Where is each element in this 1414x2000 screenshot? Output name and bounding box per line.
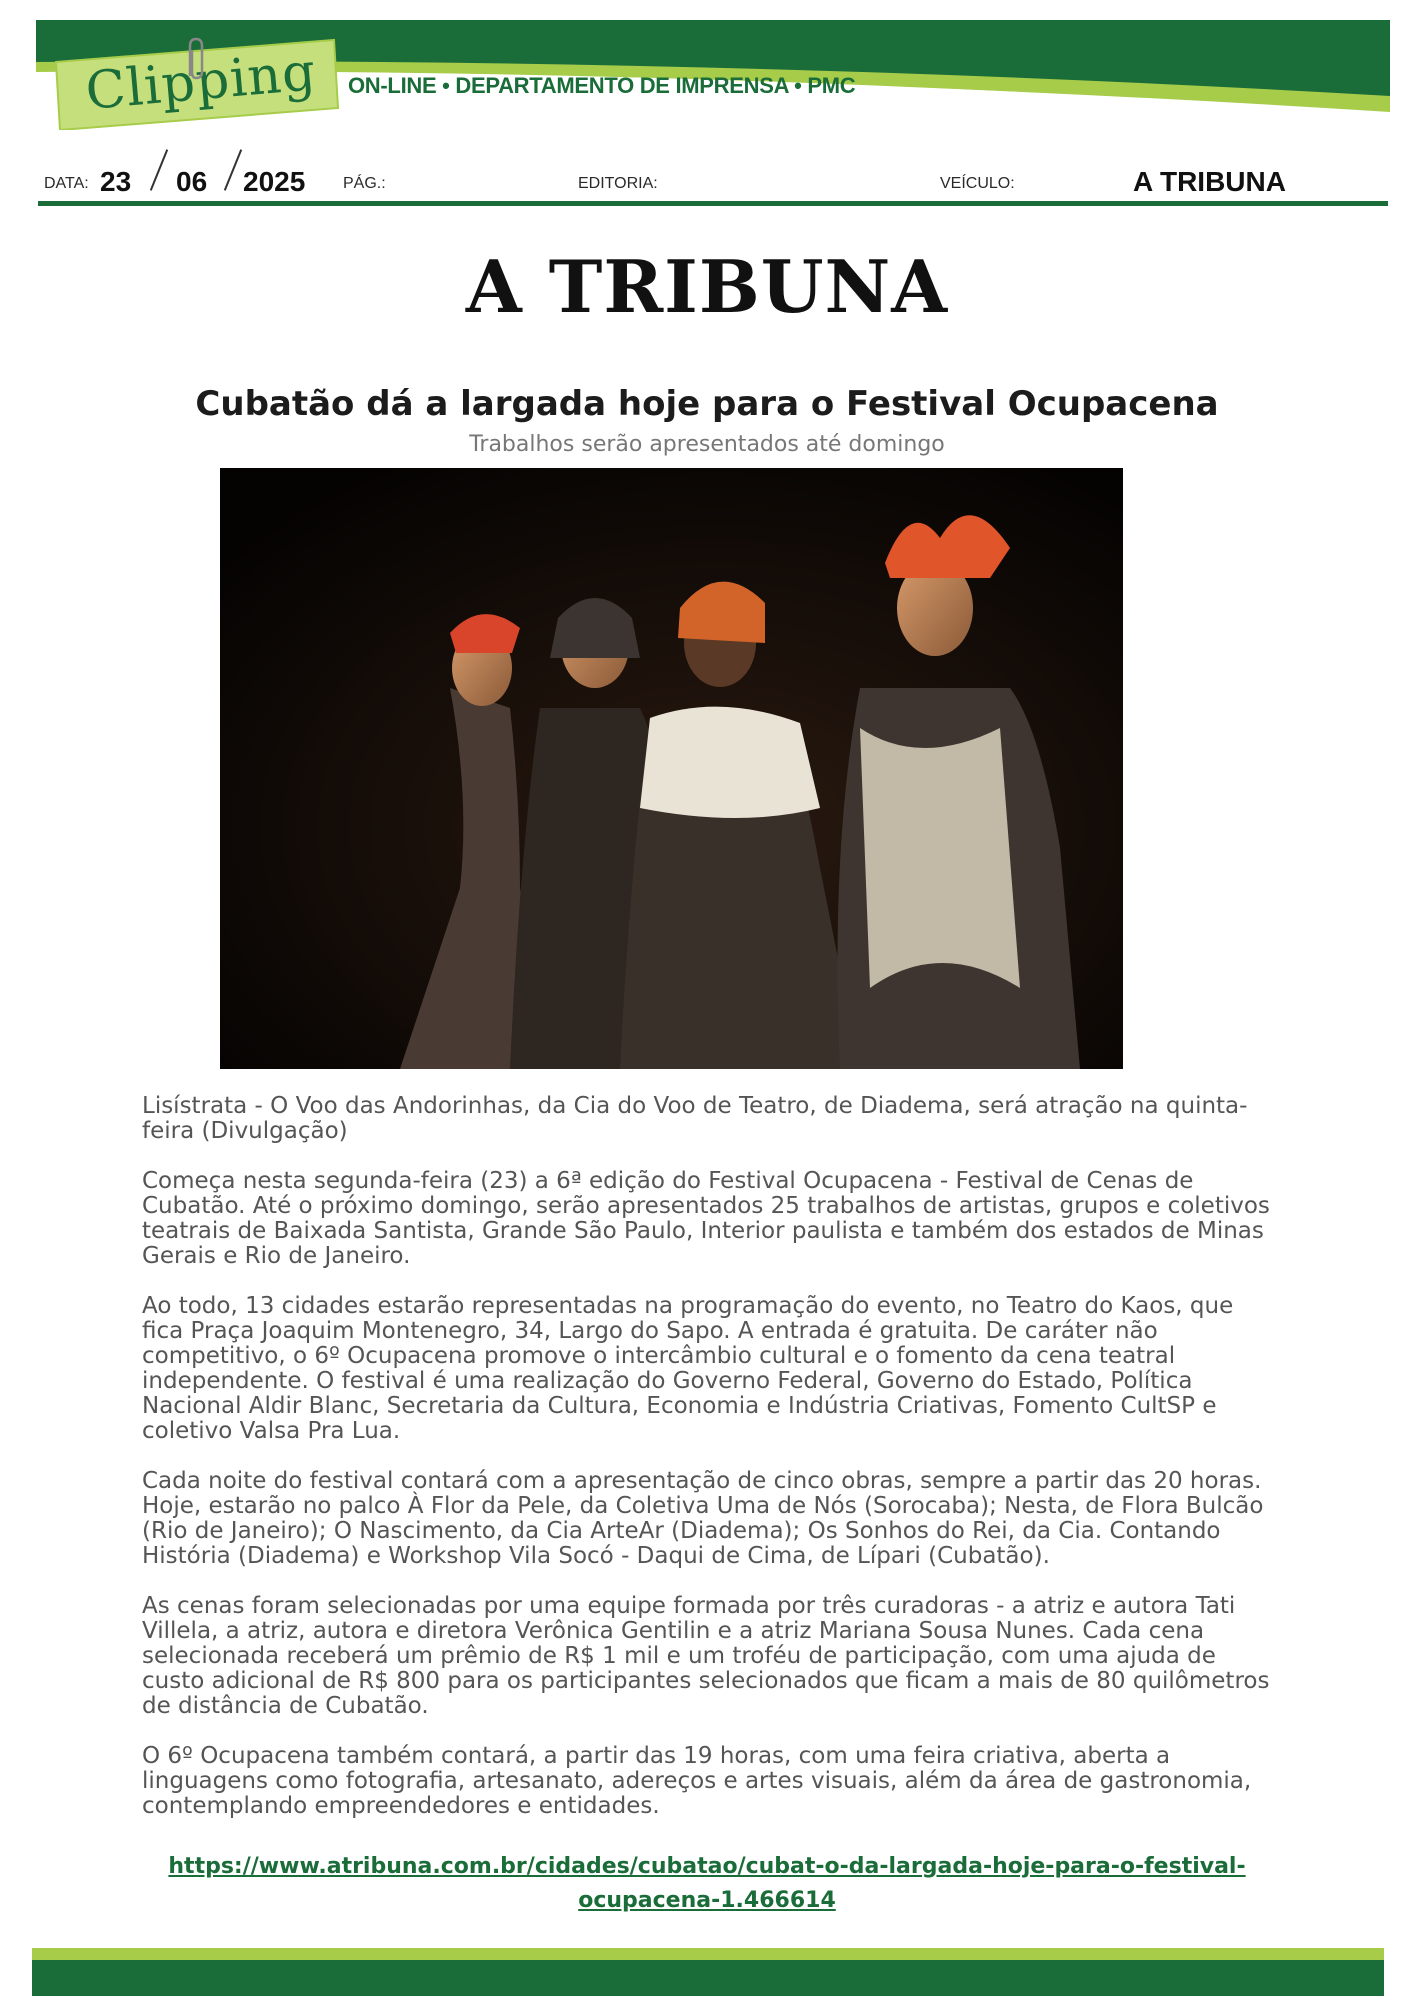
footer-banner <box>0 1940 1414 2000</box>
date-day: 23 <box>100 166 132 197</box>
article-headline: Cubatão dá a largada hoje para o Festival Ocupacena <box>195 384 1219 424</box>
page-label: PÁG.: <box>343 175 386 192</box>
clipping-label: Clipping <box>83 42 319 122</box>
editoria-label: EDITORIA: <box>578 175 658 192</box>
date-month: 06 <box>176 166 208 197</box>
vehicle-name: A TRIBUNA <box>1133 166 1286 197</box>
article-paragraph: Cada noite do festival contará com a apresentação de cinco obras, sempre a partir das 20 horas. Hoje, estarão no palco À Flor da Pele, da Coletiva Uma de Nós (Sorocaba); Nesta, de Flora Bulcão (Rio de Janeiro); O Nascimento, da Cia ArteAr (Diadema); Os Sonhos do Rei, da Cia. Contando História (Diadema) e Workshop Vila Socó - Daqui de Cima, de Lípari (Cubatão). <box>142 1468 1264 1569</box>
date-separator <box>150 149 168 191</box>
newspaper-masthead: A TRIBUNA <box>465 244 949 329</box>
source-link[interactable]: https://www.atribuna.com.br/cidades/cubatao/cubat-o-da-largada-hoje-para-o-festival-ocupacena-1.466614 <box>168 1854 1246 1913</box>
article-paragraph: As cenas foram selecionadas por uma equipe formada por três curadoras - a atriz e autora Tati Villela, a atriz, autora e diretora Verônica Gentilin e a atriz Mariana Sousa Nunes. Cada cena selecionada receberá um prêmio de R$ 1 mil e um troféu de participação, com uma ajuda de custo adicional de R$ 800 para os participantes selecionados que ficam a mais de 80 quilômetros de distância de Cubatão. <box>142 1593 1270 1719</box>
department-title: ON-LINE • DEPARTAMENTO DE IMPRENSA • PMC <box>348 73 856 98</box>
vehicle-label: VEÍCULO: <box>940 175 1015 192</box>
article-subheadline: Trabalhos serão apresentados até domingo <box>469 432 945 457</box>
meta-divider <box>38 201 1388 206</box>
article-paragraph: Ao todo, 13 cidades estarão representadas na programação do evento, no Teatro do Kaos, que fica Praça Joaquim Montenegro, 34, Largo do Sapo. A entrada é gratuita. De caráter não competitivo, o 6º Ocupacena promove o intercâmbio cultural e o fomento da cena teatral independente. O festival é uma realização do Governo Federal, Governo do Estado, Política Nacional Aldir Blanc, Secretaria da Cultura, Economia e Indústria Criativas, Fomento CultSP e coletivo Valsa Pra Lua. <box>142 1293 1234 1444</box>
paperclip-icon <box>184 36 208 82</box>
article-body <box>142 1094 1272 1844</box>
date-year: 2025 <box>243 166 306 197</box>
date-separator <box>224 149 242 191</box>
article-paragraph: O 6º Ocupacena também contará, a partir das 19 horas, com uma feira criativa, aberta a linguagens como fotografia, artesanato, adereços e artes visuais, além da área de gastronomia, contemplando empreendedores e entidades. <box>142 1743 1252 1819</box>
date-label: DATA: <box>44 175 89 192</box>
article-photo <box>220 468 1123 1069</box>
photo-caption: Lisístrata - O Voo das Andorinhas, da Cia do Voo de Teatro, de Diadema, será atração na quinta-feira (Divulgação) <box>142 1093 1248 1144</box>
article-paragraph: Começa nesta segunda-feira (23) a 6ª edição do Festival Ocupacena - Festival de Cenas de Cubatão. Até o próximo domingo, serão apresentados 25 trabalhos de artistas, grupos e coletivos teatrais de Baixada Santista, Grande São Paulo, Interior paulista e também dos estados de Minas Gerais e Rio de Janeiro. <box>142 1168 1270 1269</box>
